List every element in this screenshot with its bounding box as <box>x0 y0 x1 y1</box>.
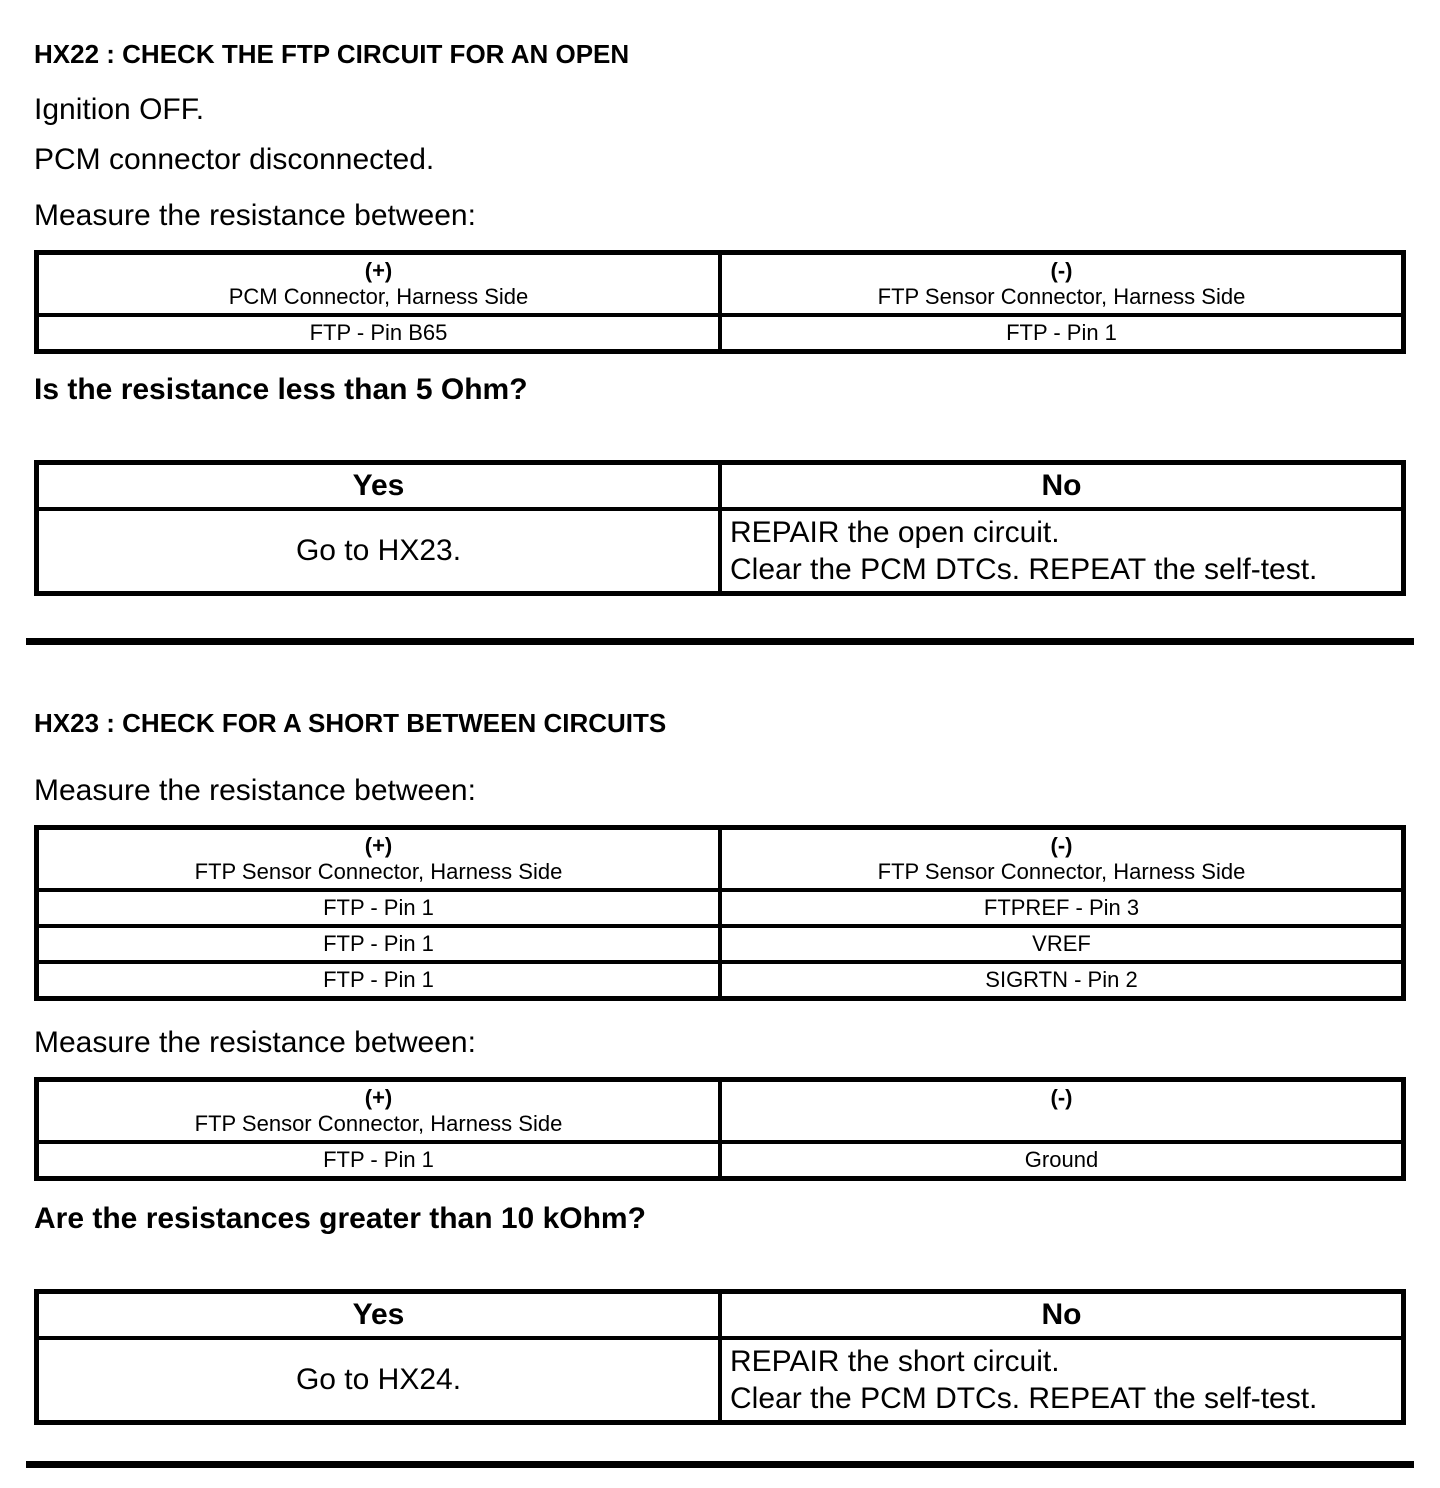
no-action-cell <box>720 509 1404 594</box>
no-action-cell <box>720 1338 1404 1423</box>
measurement-row <box>37 315 1404 352</box>
negative-connector-label: FTP Sensor Connector, Harness Side <box>877 283 1246 309</box>
instruction-pcm-disconnected: PCM connector disconnected. <box>34 142 435 176</box>
measurement-row <box>37 1142 1404 1179</box>
negative-pin-cell: VREF <box>720 926 1404 962</box>
measurement-table-hx23-shorts <box>34 825 1406 1001</box>
step-heading-hx23: HX23 : CHECK FOR A SHORT BETWEEN CIRCUITS <box>34 707 667 738</box>
no-action-line-1: REPAIR the open circuit. <box>730 515 1060 549</box>
no-action-line-1: REPAIR the short circuit. <box>730 1344 1060 1378</box>
negative-pin-cell: FTP - Pin 1 <box>720 315 1404 352</box>
measurement-header-row <box>37 252 1404 315</box>
negative-pin-cell: SIGRTN - Pin 2 <box>720 962 1404 999</box>
positive-pin-cell: FTP - Pin 1 <box>37 926 721 962</box>
yes-action-cell: Go to HX24. <box>37 1338 721 1423</box>
positive-pin-cell: FTP - Pin 1 <box>37 890 721 926</box>
negative-pin-cell: Ground <box>720 1142 1404 1179</box>
no-header-cell: No <box>720 462 1404 509</box>
measurement-row <box>37 962 1404 999</box>
step-heading-hx22: HX22 : CHECK THE FTP CIRCUIT FOR AN OPEN <box>34 39 630 69</box>
negative-header-cell <box>720 1079 1404 1142</box>
measurement-row <box>37 890 1404 926</box>
negative-polarity-sign: (-) <box>1050 832 1073 858</box>
decision-header-row <box>37 1291 1404 1338</box>
positive-connector-label: FTP Sensor Connector, Harness Side <box>194 1110 563 1136</box>
no-action-line-2: Clear the PCM DTCs. REPEAT the self-test. <box>730 1381 1318 1415</box>
negative-connector-label: FTP Sensor Connector, Harness Side <box>877 858 1246 884</box>
decision-question-hx22: Is the resistance less than 5 Ohm? <box>34 372 528 406</box>
no-header-cell: No <box>720 1291 1404 1338</box>
positive-connector-label: FTP Sensor Connector, Harness Side <box>194 858 563 884</box>
positive-connector-label: PCM Connector, Harness Side <box>228 283 529 309</box>
positive-polarity-sign: (+) <box>364 1084 393 1110</box>
measurement-table-hx23-ground <box>34 1077 1406 1181</box>
yes-header-cell: Yes <box>37 1291 721 1338</box>
negative-header-cell <box>720 827 1404 890</box>
no-action-line-2: Clear the PCM DTCs. REPEAT the self-test. <box>730 552 1318 586</box>
measurement-header-row <box>37 1079 1404 1142</box>
negative-polarity-sign: (-) <box>1050 1084 1073 1110</box>
positive-pin-cell: FTP - Pin 1 <box>37 962 721 999</box>
positive-header-cell <box>37 827 721 890</box>
positive-pin-cell: FTP - Pin B65 <box>37 315 721 352</box>
step-section-hx23 <box>34 709 1406 1425</box>
decision-table-hx22 <box>34 460 1406 596</box>
measure-instruction: Measure the resistance between: <box>34 198 476 232</box>
positive-polarity-sign: (+) <box>364 257 393 283</box>
measurement-header-row <box>37 827 1404 890</box>
measure-instruction-1: Measure the resistance between: <box>34 773 476 807</box>
negative-polarity-sign: (-) <box>1050 257 1073 283</box>
decision-header-row <box>37 462 1404 509</box>
yes-action-cell: Go to HX23. <box>37 509 721 594</box>
negative-pin-cell: FTPREF - Pin 3 <box>720 890 1404 926</box>
step-section-hx22 <box>34 40 1406 596</box>
negative-header-cell <box>720 252 1404 315</box>
decision-table-hx23 <box>34 1289 1406 1425</box>
positive-header-cell <box>37 1079 721 1142</box>
positive-header-cell <box>37 252 721 315</box>
positive-polarity-sign: (+) <box>364 832 393 858</box>
instruction-ignition-off: Ignition OFF. <box>34 92 205 126</box>
decision-question-hx23: Are the resistances greater than 10 kOhm? <box>34 1201 646 1235</box>
decision-action-row <box>37 509 1404 594</box>
yes-header-cell: Yes <box>37 462 721 509</box>
measure-instruction-2: Measure the resistance between: <box>34 1025 476 1059</box>
measurement-table-hx22 <box>34 250 1406 354</box>
section-divider-rule <box>26 638 1414 645</box>
measurement-row <box>37 926 1404 962</box>
positive-pin-cell: FTP - Pin 1 <box>37 1142 721 1179</box>
decision-action-row <box>37 1338 1404 1423</box>
page-bottom-rule <box>26 1461 1414 1468</box>
